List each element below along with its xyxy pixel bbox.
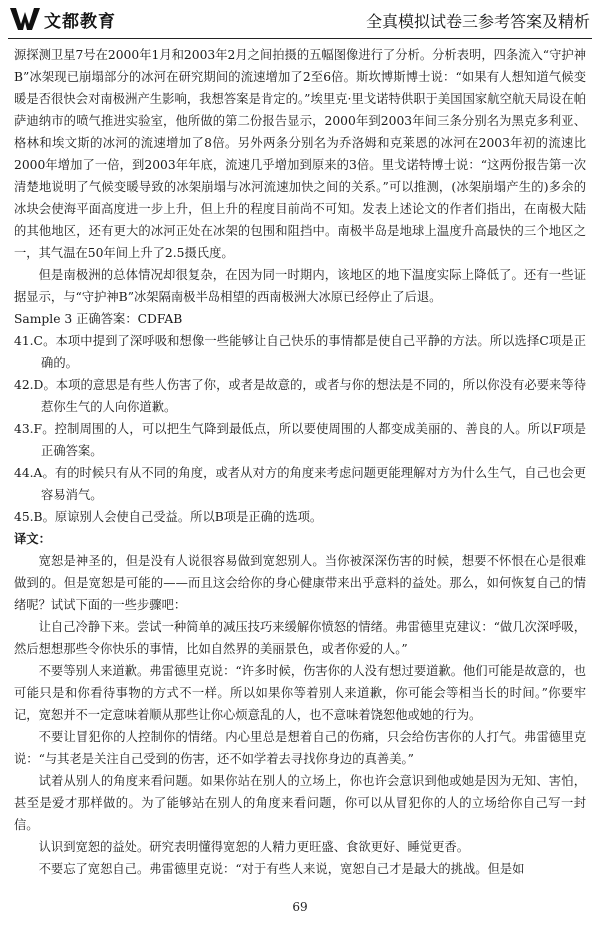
header-divider	[8, 38, 592, 39]
page-number: 69	[292, 900, 308, 914]
translation-paragraph-4: 不要让冒犯你的人控制你的情绪。内心里总是想着自己的伤痛，只会给伤害你的人打气。弗雷德里克说：“与其老是关注自己受到的伤害，还不如学着去寻找你身边的真善美。”	[14, 730, 586, 766]
translation-paragraph-1: 宽恕是神圣的，但是没有人说很容易做到宽恕别人。当你被深深伤害的时候，想要不怀恨在心是很难做到的。但是宽恕是可能的——而且这会给你的身心健康带来出乎意料的益处。那么，如何恢复自己的情绪呢？试试下面的一些步骤吧：	[14, 554, 586, 612]
translation-paragraph-5: 试着从别人的角度来看问题。如果你站在别人的立场上，你也许会意识到他或她是因为无知、害怕，甚至是爱才那样做的。为了能够站在别人的角度来看问题，你可以从冒犯你的人的立场给你自己写一封信。	[14, 774, 586, 832]
publisher-logo	[10, 6, 116, 32]
page-header	[0, 0, 600, 40]
logo-mark-icon	[10, 8, 40, 30]
answer-43: 43.F。控制周围的人，可以把生气降到最低点，所以要使周围的人都变成美丽的、善良的人。所以F项是正确答案。	[14, 422, 586, 458]
answer-41: 41.C。本项中提到了深呼吸和想像一些能够让自己快乐的事情都是使自己平静的方法。所以选择C项是正确的。	[14, 334, 586, 370]
translation-paragraph-6: 认识到宽恕的益处。研究表明懂得宽恕的人精力更旺盛、食欲更好、睡觉更香。	[38, 840, 469, 854]
paragraph-1: 源探测卫星7号在2000年1月和2003年2月之间拍摄的五幅图像进行了分析。分析表明，四条流入“守护神B”冰架现已崩塌部分的冰河在研究期间的流速增加了2至6倍。斯坎博斯博士说：“如果有人想知道气候变暖是否很快会对南极洲产生影响，我想答案是肯定的。”埃里克·里戈诺特供职于美国国家航空航天局设在帕萨迪纳市的喷气推进实验室，他所做的第二份报告显示，2000年到2003年间三条分别名为黑克多利亚、格林和埃文斯的冰河的流速增加了8倍。另外两条分别名为乔洛姆和克莱恩的冰河在2003年初的流速比2000年增加了一倍，到2003年年底，流速几乎增加到原来的3倍。里戈诺特博士说：“这两份报告第一次清楚地说明了气候变暖导致的冰架崩塌与冰河流速加快之间的关系。”可以推测，(冰架崩塌产生的)多余的冰块会使海平面高度进一步上升，但上升的程度目前尚不可知。发表上述论文的作者们指出，在南极大陆的其他地区，还有更大的冰河正处在冰架的包围和阻挡中。南极半岛是地球上温度升高最快的三个地区之一，其气温在50年间上升了2.5摄氏度。	[14, 48, 586, 260]
answer-42: 42.D。本项的意思是有些人伤害了你，或者是故意的，或者与你的想法是不同的，所以你没有必要来等待惹你生气的人向你道歉。	[14, 378, 586, 414]
translation-paragraph-2: 让自己冷静下来。尝试一种简单的减压技巧来缓解你愤怒的情绪。弗雷德里克建议：“做几次深呼吸，然后想想那些令你快乐的事情，比如自然界的美丽景色，或者你爱的人。”	[14, 620, 586, 656]
translation-paragraph-3: 不要等别人来道歉。弗雷德里克说：“许多时候，伤害你的人没有想过要道歉。他们可能是故意的，也可能只是和你看待事物的方式不一样。所以如果你等着别人来道歉，你可能会等相当长的时间。”你要牢记，宽恕并不一定意味着顺从那些让你心烦意乱的人，也不意味着饶恕他或她的行为。	[14, 664, 586, 722]
paragraph-2: 但是南极洲的总体情况却很复杂，在因为同一时期内，该地区的地下温度实际上降低了。还有一些证据显示，与“守护神B”冰架隔南极半岛相望的西南极洲大冰原已经停止了后退。	[14, 268, 586, 304]
answer-44: 44.A。有的时候只有从不同的角度，或者从对方的角度来考虑问题更能理解对方为什么生气，自己也会更容易消气。	[14, 466, 586, 502]
translation-heading: 译文：	[14, 532, 51, 546]
answer-45: 45.B。原谅别人会使自己受益。所以B项是正确的选项。	[14, 510, 323, 524]
translation-paragraph-7: 不要忘了宽恕自己。弗雷德里克说：“对于有些人来说，宽恕自己才是最大的挑战。但是如	[38, 862, 525, 876]
logo-text: 文都教育	[44, 11, 116, 32]
page-header-title: 全真模拟试卷三参考答案及精析	[365, 12, 590, 31]
sample-answer-heading: Sample 3 正确答案：CDFAB	[14, 312, 183, 326]
page-content	[14, 44, 586, 880]
